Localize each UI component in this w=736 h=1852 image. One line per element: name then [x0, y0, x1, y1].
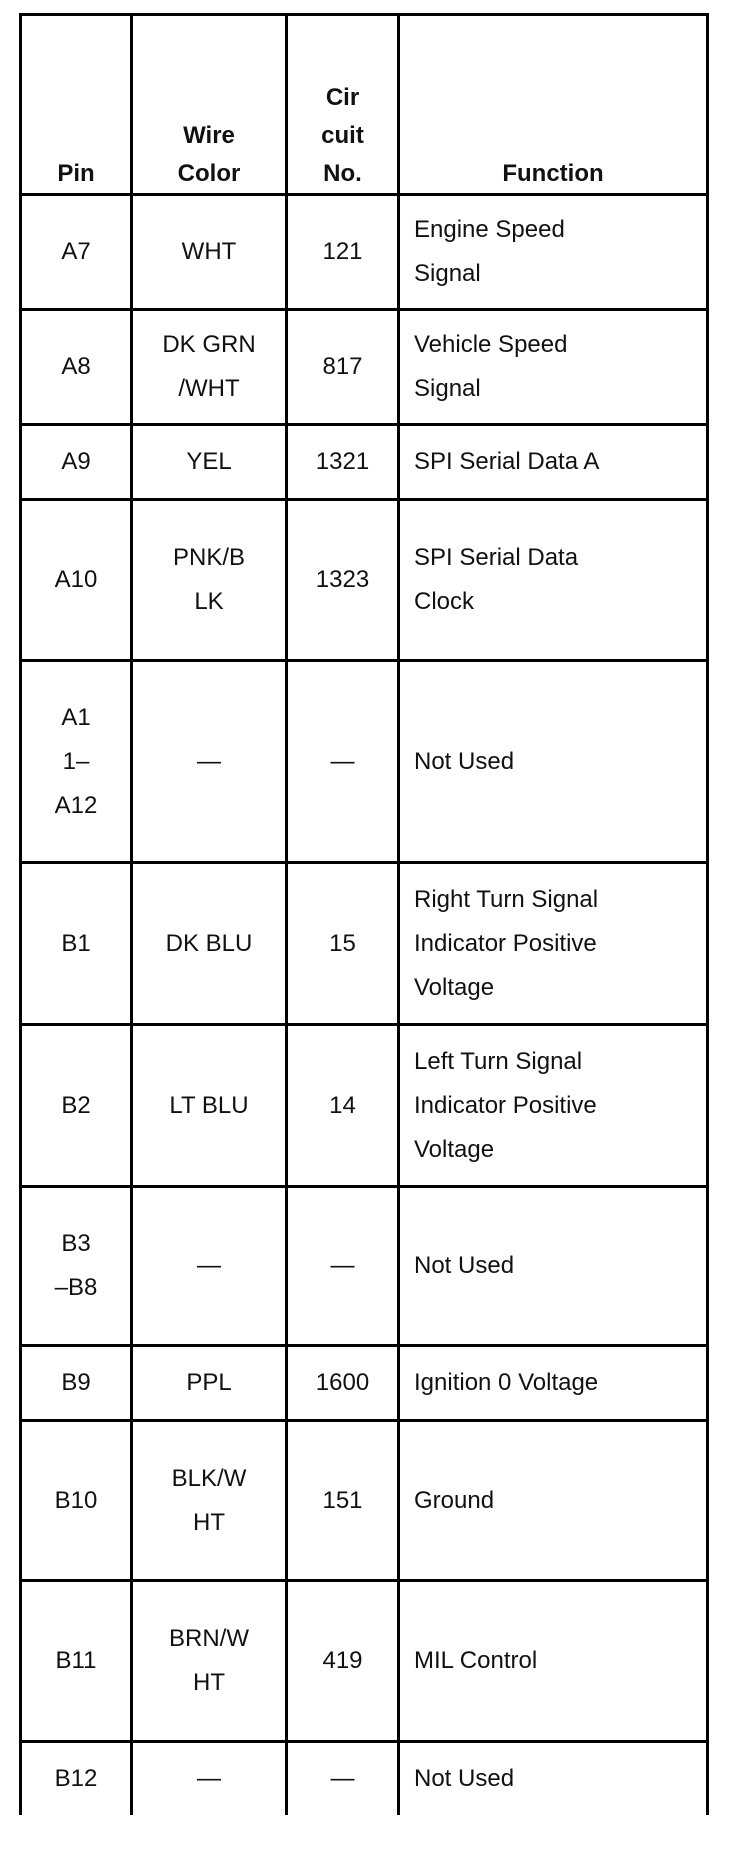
wire-color-cell	[132, 863, 287, 1025]
pin-value: B2	[61, 1091, 91, 1119]
header-circuit-line3: No.	[323, 160, 362, 187]
pin-cell	[21, 1187, 132, 1346]
circuit-cell	[287, 1346, 399, 1421]
function-value: SPI Serial Data Clock	[414, 544, 579, 615]
wire-color-cell	[132, 425, 287, 500]
wire-color-value: —	[197, 1252, 221, 1279]
table-row	[21, 1421, 708, 1581]
function-value: MIL Control	[414, 1647, 538, 1674]
pin-cell	[21, 425, 132, 500]
header-circuit-line2: cuit	[321, 122, 364, 149]
header-circuit-no	[287, 15, 399, 195]
function-value: Vehicle Speed Signal	[414, 331, 568, 402]
pin-value: A7	[61, 238, 91, 265]
header-wire-color-line1: Wire	[183, 122, 235, 149]
function-value: Not Used	[414, 747, 515, 775]
pin-cell	[21, 500, 132, 661]
wire-color-cell	[132, 310, 287, 425]
pin-value: A9	[61, 448, 91, 475]
table-row	[21, 1025, 708, 1187]
table-row	[21, 661, 708, 863]
pin-value: A8	[61, 353, 91, 380]
function-cell	[399, 195, 708, 310]
wire-color-value: BRN/W HT	[169, 1625, 249, 1696]
pin-cell	[21, 1346, 132, 1421]
wire-color-value: BLK/W HT	[171, 1464, 247, 1536]
connector-pinout-table-container	[19, 13, 706, 1815]
pin-value: A1 1– A12	[54, 703, 98, 819]
table-row	[21, 1346, 708, 1421]
table-row	[21, 1742, 708, 1816]
function-value: Left Turn Signal Indicator Positive Voltage	[414, 1047, 597, 1163]
pin-cell	[21, 1742, 132, 1816]
circuit-cell	[287, 195, 399, 310]
pin-cell	[21, 310, 132, 425]
circuit-value: 151	[322, 1486, 363, 1514]
wire-color-value: DK GRN /WHT	[162, 331, 256, 402]
wire-color-value: DK BLU	[165, 929, 253, 957]
function-cell	[399, 1346, 708, 1421]
circuit-value: 419	[322, 1647, 363, 1674]
function-value: Right Turn Signal Indicator Positive Voltage	[414, 885, 599, 1001]
wire-color-cell	[132, 1581, 287, 1742]
circuit-cell	[287, 425, 399, 500]
circuit-cell	[287, 1581, 399, 1742]
circuit-value: 14	[329, 1091, 356, 1119]
pin-value: B1	[61, 929, 91, 957]
circuit-value: 817	[322, 353, 363, 380]
pin-cell	[21, 1581, 132, 1742]
wire-color-cell	[132, 1346, 287, 1421]
connector-pinout-table	[19, 13, 709, 1815]
function-cell	[399, 661, 708, 863]
pin-value: A10	[54, 566, 98, 593]
function-value: Not Used	[414, 1765, 515, 1792]
pin-value: B10	[54, 1486, 98, 1514]
function-value: Ground	[414, 1486, 495, 1514]
header-pin	[21, 15, 132, 195]
circuit-value: 121	[322, 238, 363, 265]
table-row	[21, 195, 708, 310]
function-cell	[399, 1187, 708, 1346]
function-cell	[399, 310, 708, 425]
circuit-value: 1600	[315, 1369, 370, 1396]
pin-value: B11	[55, 1647, 97, 1674]
pin-cell	[21, 1025, 132, 1187]
wire-color-value: PNK/B LK	[172, 544, 246, 615]
function-cell	[399, 1421, 708, 1581]
wire-color-cell	[132, 195, 287, 310]
table-row	[21, 500, 708, 661]
circuit-cell	[287, 500, 399, 661]
table-header-row	[21, 15, 708, 195]
header-circuit-line1: Cir	[325, 84, 360, 111]
function-cell	[399, 1742, 708, 1816]
header-wire-color	[132, 15, 287, 195]
function-value: Not Used	[414, 1252, 515, 1279]
circuit-value: —	[330, 1765, 355, 1792]
circuit-cell	[287, 1421, 399, 1581]
wire-color-cell	[132, 1187, 287, 1346]
function-cell	[399, 425, 708, 500]
table-row	[21, 863, 708, 1025]
wire-color-value: WHT	[181, 238, 237, 265]
pin-value: B3 –B8	[54, 1230, 98, 1301]
wire-color-value: YEL	[186, 448, 232, 475]
wire-color-cell	[132, 1025, 287, 1187]
pin-value: B9	[61, 1369, 91, 1396]
circuit-value: —	[330, 1252, 355, 1279]
function-cell	[399, 500, 708, 661]
function-cell	[399, 863, 708, 1025]
wire-color-value: LT BLU	[169, 1091, 249, 1119]
circuit-value: 1323	[315, 566, 370, 593]
circuit-cell	[287, 310, 399, 425]
table-row	[21, 310, 708, 425]
function-value: SPI Serial Data A	[414, 448, 600, 475]
wire-color-cell	[132, 1742, 287, 1816]
pin-cell	[21, 863, 132, 1025]
pin-value: B12	[54, 1765, 98, 1792]
circuit-cell	[287, 661, 399, 863]
header-wire-color-line2: Color	[177, 160, 241, 187]
header-function	[399, 15, 708, 195]
wire-color-cell	[132, 500, 287, 661]
pin-cell	[21, 1421, 132, 1581]
header-pin-label: Pin	[57, 160, 95, 187]
circuit-cell	[287, 1187, 399, 1346]
header-function-label: Function	[502, 160, 604, 187]
function-cell	[399, 1025, 708, 1187]
wire-color-cell	[132, 1421, 287, 1581]
pin-cell	[21, 195, 132, 310]
circuit-value: —	[330, 747, 355, 775]
wire-color-cell	[132, 661, 287, 863]
function-cell	[399, 1581, 708, 1742]
function-value: Ignition 0 Voltage	[414, 1369, 599, 1396]
table-row	[21, 1581, 708, 1742]
wire-color-value: PPL	[186, 1369, 232, 1396]
circuit-cell	[287, 863, 399, 1025]
pin-cell	[21, 661, 132, 863]
circuit-value: 15	[329, 929, 356, 957]
table-row	[21, 1187, 708, 1346]
circuit-value: 1321	[315, 448, 370, 475]
table-row	[21, 425, 708, 500]
wire-color-value: —	[197, 1765, 221, 1792]
circuit-cell	[287, 1742, 399, 1816]
wire-color-value: —	[197, 747, 221, 775]
function-value: Engine Speed Signal	[414, 216, 565, 287]
circuit-cell	[287, 1025, 399, 1187]
